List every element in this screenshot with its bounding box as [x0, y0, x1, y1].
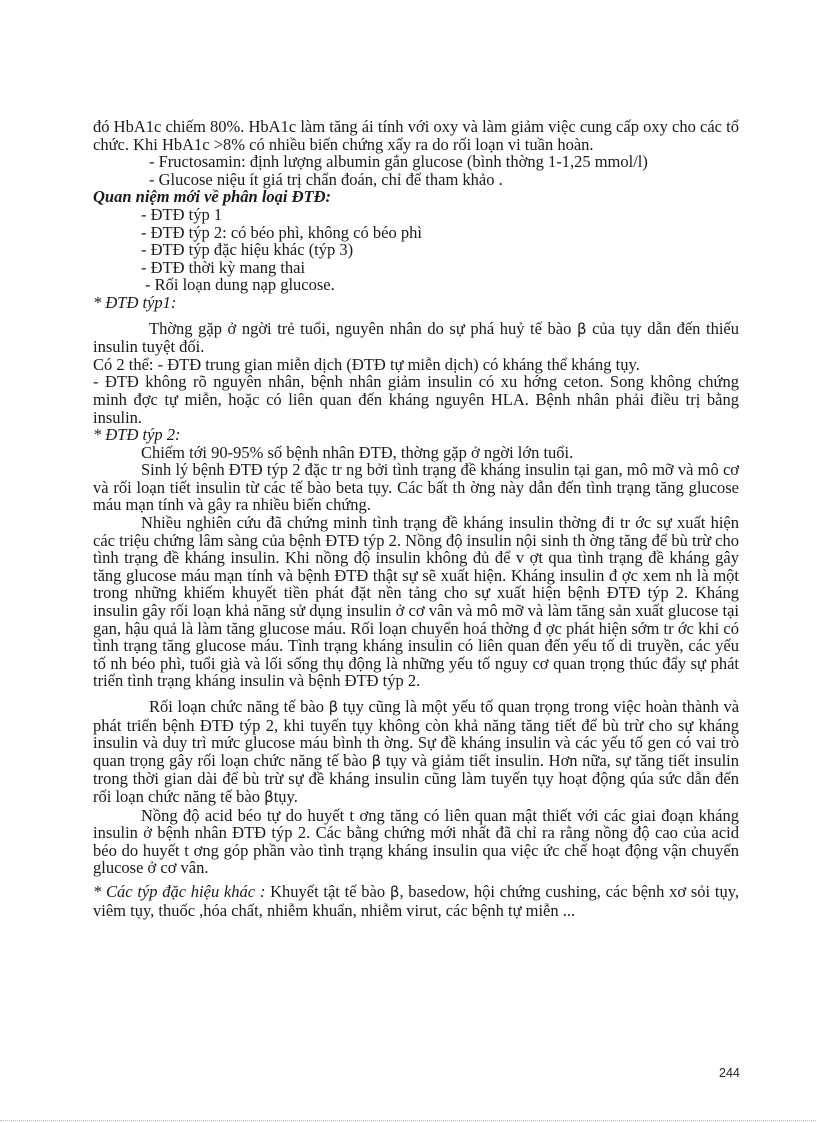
paragraph-beta-cell [93, 698, 739, 807]
paragraph-unknown-cause: - ĐTĐ không rõ nguyên nhân, bệnh nhân giảm insulin có xu hớng ceton. Song không chứng minh đợc tự miễn, hoặc có liên quan đến kháng nguyên HLA. Bệnh nhân phải điều trị bằng insulin. [93, 372, 739, 427]
beta-symbol: β [371, 751, 382, 770]
paragraph-type2-pathophysiology: Sinh lý bệnh ĐTĐ týp 2 đặc tr ng bởi tình trạng đề kháng insulin tại gan, mô mỡ và mô cơ và rối loạn tiết insulin từ các tế bào beta tụy. Các bất th ờng này dẫn đến tình trạng tăng glucose máu mạn tính và gây ra nhiều biến chứng. [93, 460, 739, 515]
paragraph-type2-prevalence: Chiếm tới 90-95% số bệnh nhân ĐTĐ, thờng gặp ở ngời lớn tuổi. [141, 442, 574, 462]
list-item: - ĐTĐ týp 1 [141, 204, 223, 224]
paragraph-text: , basedow, hội chứng cushing, các bệnh xơ sỏi tụy, viêm tụy, thuốc ,hóa chất, nhiễm khuẩn, nhiễm virut, các bệnh tự miễn ... [93, 881, 740, 920]
paragraph-text: Khuyết tật tế bào [270, 881, 386, 901]
paragraph-text: tụy. [273, 786, 298, 806]
list-item-glucose-nieu: - Glucose niệu ít giá trị chẩn đoán, chỉ để tham khảo . [149, 169, 503, 189]
paragraph-insulin-resistance: Nhiều nghiên cứu đã chứng minh tình trạng đề kháng insulin thờng đi tr ớc sự xuất hiện các triệu chứng lâm sàng của bệnh ĐTĐ týp 2. Nồng độ insulin nội sinh th ờng tăng để bù trừ cho tình trạng đề kháng insulin. Khi nồng độ insulin không đủ để v ợt qua tình trạng đề kháng gây tăng glucose máu mạn tính và bệnh ĐTĐ thật sự sẽ xuất hiện. Kháng insulin đ ợc xem nh là một trong những khiếm khuyết tiền phát đặt nền tảng cho sự xuất hiện bệnh ĐTĐ týp 2. Kháng insulin gây rối loạn khả năng sử dụng insulin ở cơ vân và mô mỡ và làm tăng sản xuất glucose tại gan, hậu quả là làm tăng glucose máu. Rối loạn chuyển hoá thờng đ ợc phát hiện sớm tr ớc khi có tình trạng tăng glucose máu. Tình trạng kháng insulin có liên quan đến yếu tố di truyền, các yếu tố nh béo phì, tuổi già và lối sống thụ động là những yếu tố nguy cơ quan trọng thúc đẩy sự phát triển tình trạng kháng insulin và bệnh ĐTĐ týp 2. [93, 513, 739, 691]
paragraph-text: của tụy dẫn đến thiếu insulin tuyệt đối. [93, 318, 740, 357]
beta-symbol: β [389, 882, 400, 901]
paragraph-text: Rối loạn chức năng tế bào [149, 697, 324, 716]
paragraph-free-fatty-acid: Nồng độ acid béo tự do huyết t ơng tăng có liên quan mật thiết với các giai đoạn kháng insulin ở bệnh nhân ĐTĐ týp 2. Các bằng chứng mới nhất đã chỉ ra rằng nồng độ cao của acid béo do huyết t ơng góp phần vào tình trạng kháng insulin qua việc ức chế hoạt động vận chuyển glucose ở cơ vân. [93, 805, 739, 878]
paragraph-text: Thờng gặp ở ngời trẻ tuổi, nguyên nhân do sự phá huỷ tế bào [149, 318, 572, 338]
page-number: 244 [719, 1066, 740, 1080]
list-item: - ĐTĐ týp 2: có béo phì, không có béo phì [141, 222, 422, 242]
beta-symbol: β [328, 698, 339, 716]
list-item: - ĐTĐ týp đặc hiệu khác (týp 3) [141, 240, 354, 260]
beta-symbol: β [264, 787, 274, 806]
list-item: - ĐTĐ thời kỳ mang thai [141, 257, 306, 277]
paragraph-other-types [93, 883, 739, 919]
list-item-fructosamin: - Fructosamin: định lượng albumin gắn glucose (bình thờng 1-1,25 mmol/l) [149, 152, 648, 172]
section-heading-classification: Quan niệm mới về phân loại ĐTĐ: [93, 187, 332, 207]
page-bottom-rule [0, 1120, 816, 1121]
subheading-other-types: * Các týp đặc hiệu khác : [93, 881, 266, 901]
paragraph-hba1c: đó HbA1c chiếm 80%. HbA1c làm tăng ái tính với oxy và làm giảm việc cung cấp oxy cho các tổ chức. Khi HbA1c >8% có nhiều biến chứng xẩy ra do rối loạn vi tuần hoàn. [93, 117, 739, 154]
body-text [93, 118, 739, 919]
paragraph-text: tụy cũng là một yếu tố quan trọng trong việc hoàn thành và phát triển bệnh ĐTĐ týp 2, khi tuyến tụy không còn khả năng tăng tiết để bù trừ cho sự kháng insulin và duy trì mức glucose máu bình th ờng. Sự đề kháng insulin và các yếu tố gen có vai trò quan trọng gây rối loạn chức năng tế bào [93, 697, 740, 770]
list-item: - Rối loạn dung nạp glucose. [145, 275, 335, 295]
paragraph-two-forms: Có 2 thể: - ĐTĐ trung gian miễn dịch (ĐTĐ tự miễn dịch) có kháng thể kháng tụy. [93, 354, 640, 374]
subheading-type1: * ĐTĐ týp1: [93, 292, 177, 312]
paragraph-text: tụy và giảm tiết insulin. Hơn nữa, sự tăng tiết insulin trong thời gian dài để bù trừ sự đề kháng insulin cũng làm tuyến tụy hoạt động qúa sức dẫn đến rối loạn chức năng tế bào [93, 750, 740, 806]
paragraph-type1 [93, 320, 739, 356]
beta-symbol: β [576, 319, 587, 338]
subheading-type2: * ĐTĐ týp 2: [93, 425, 181, 445]
